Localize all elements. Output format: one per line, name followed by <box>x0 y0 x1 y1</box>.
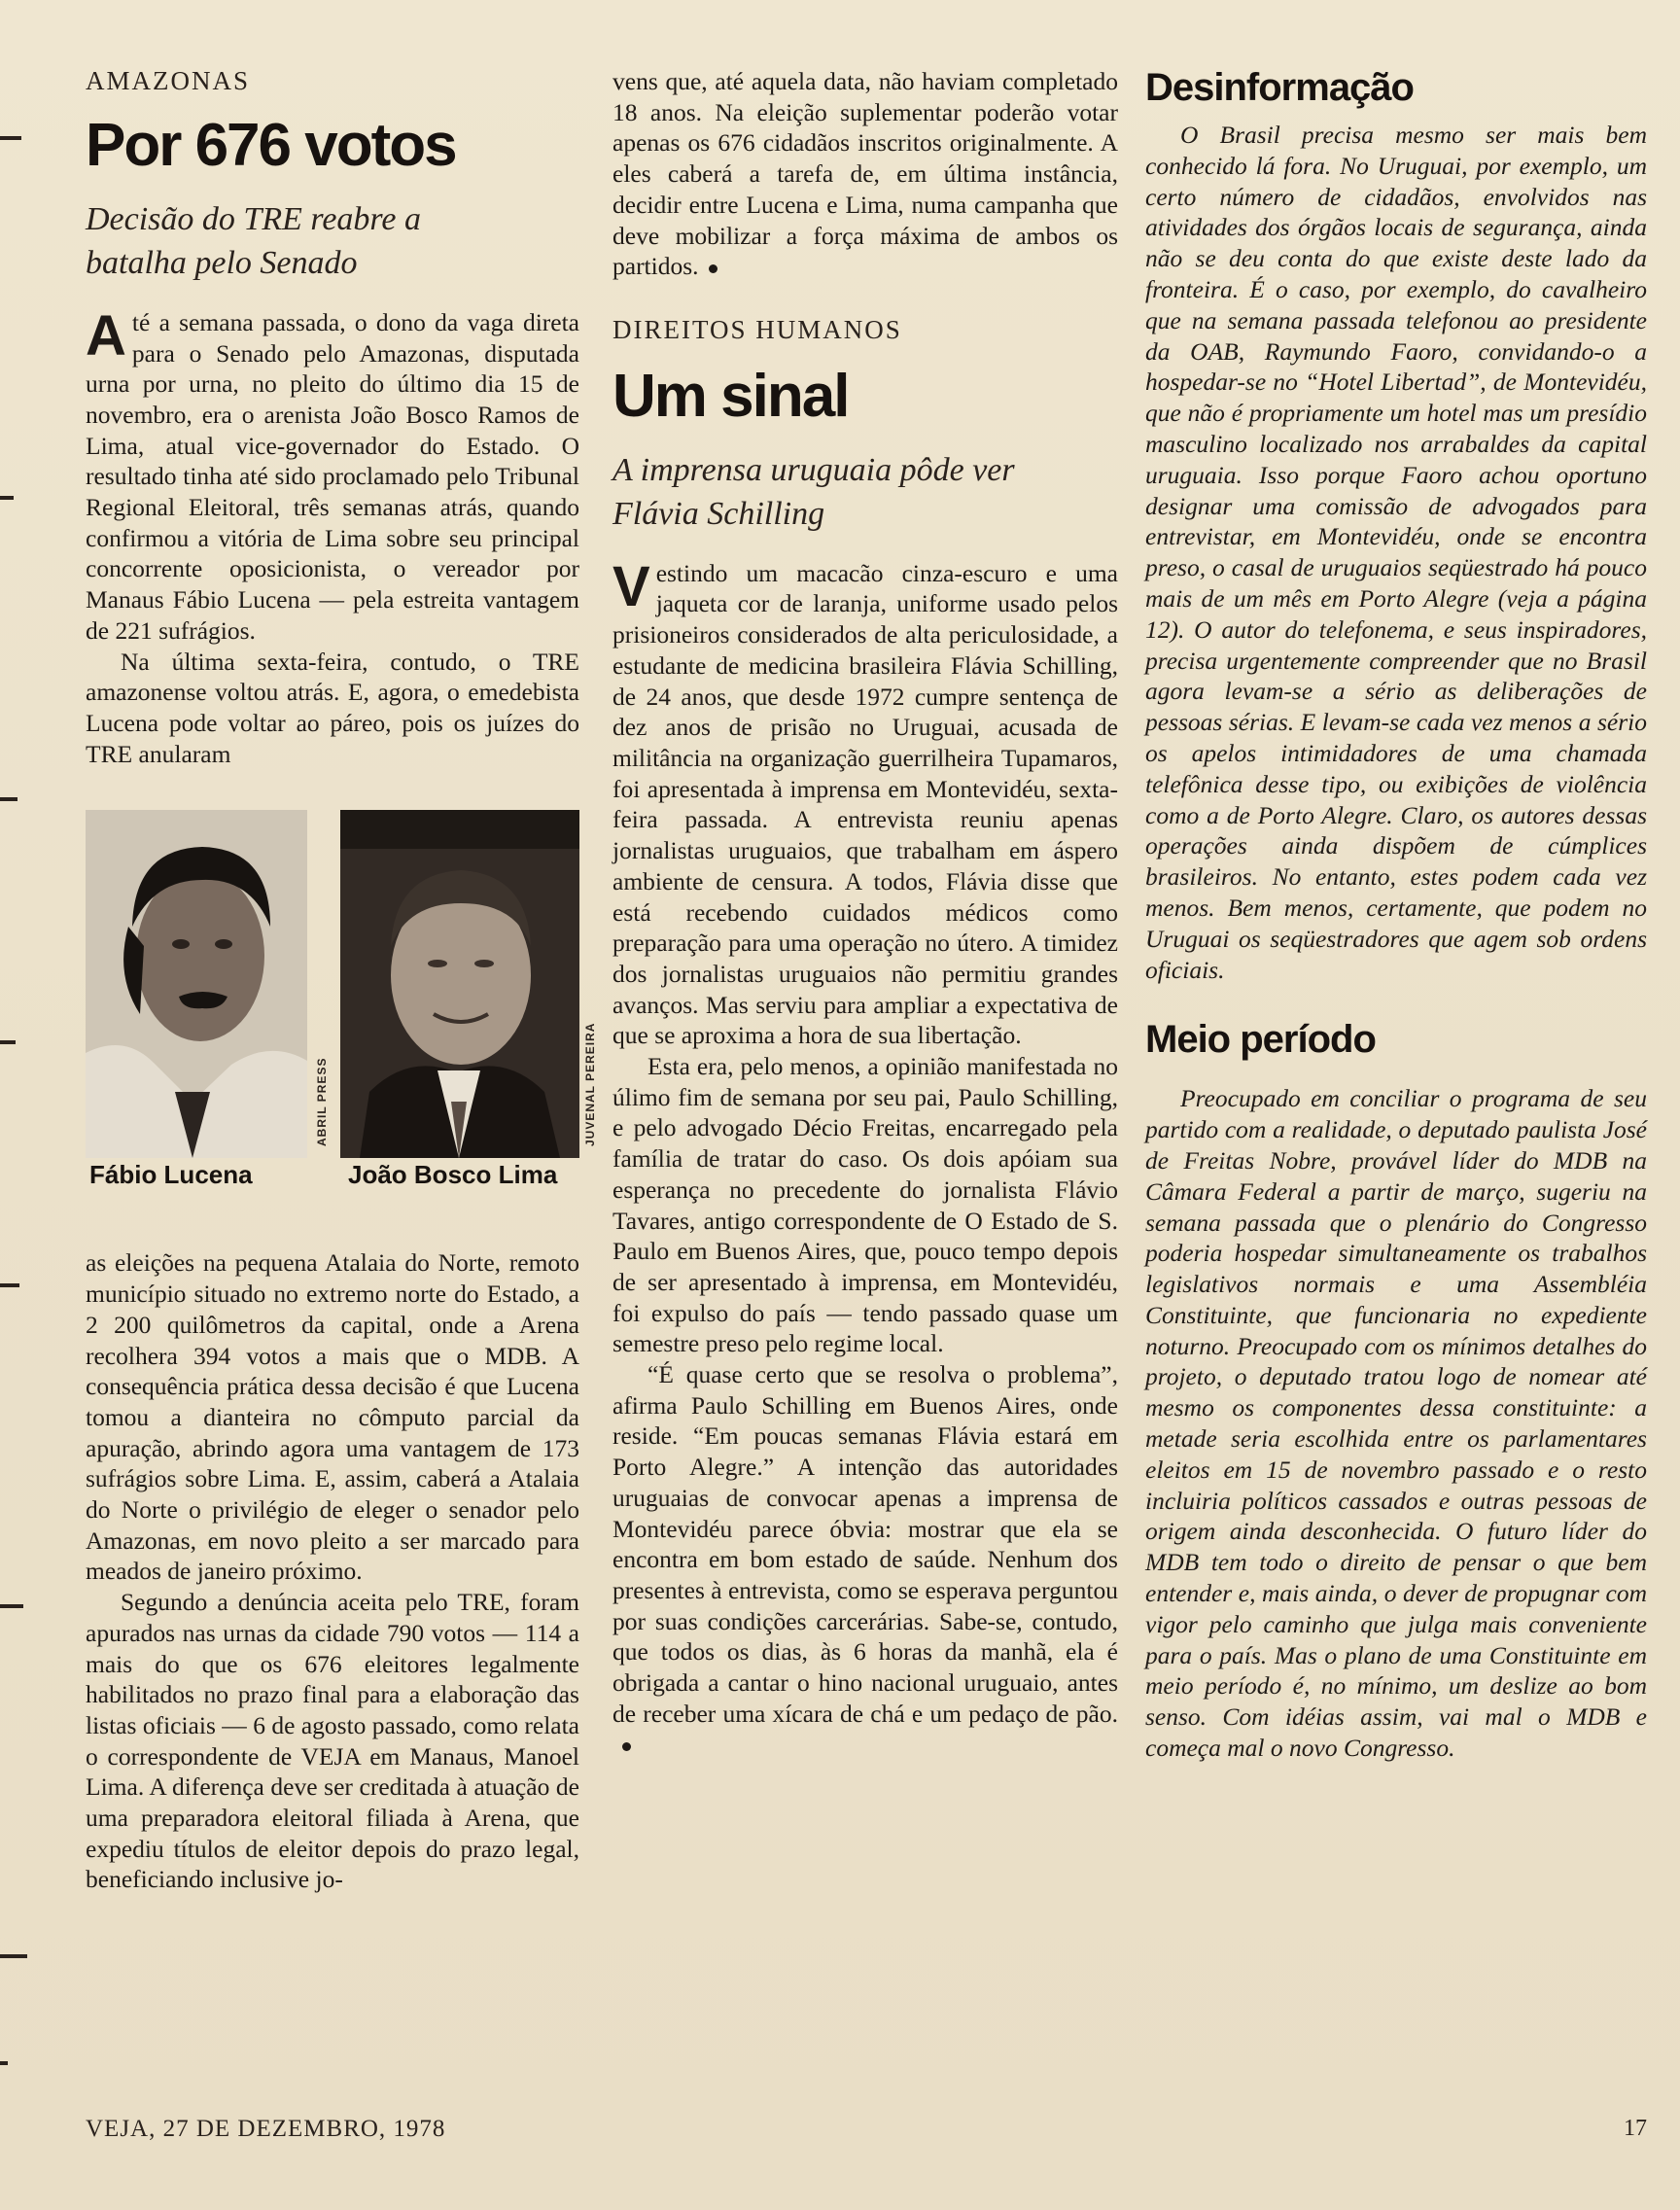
headline-por-676-votos: Por 676 votos <box>86 112 456 179</box>
photo-joao-bosco-lima <box>340 810 579 1158</box>
article1-paragraph-3: as eleições na pequena Atalaia do Norte, remoto município situado no extremo norte do Estado, a 2 200 quilômetros da capital, onde a Arena recolhera 394 votos a mais que o MDB. A consequência prática dessa decisão é que Lucena tomou a dianteira no cômputo parcial da apuração, abrindo agora uma vantagem de 173 sufrágios sobre Lima. E, assim, caberá a Atalaia do Norte o privilégio de eleger o senador pelo Amazonas, em novo pleito a ser marcado para meados de janeiro próximo. <box>86 1248 579 1586</box>
caption-fabio-lucena: Fábio Lucena <box>89 1160 253 1190</box>
caption-joao-bosco-lima: João Bosco Lima <box>348 1160 558 1190</box>
box1-body <box>1145 120 1647 985</box>
section-label-direitos-humanos: DIREITOS HUMANOS <box>612 314 902 344</box>
article1-continuation-text: vens que, até aquela data, não haviam completado 18 anos. Na eleição suplementar poderão votar apenas os 676 cidadãos inscritos originalmente. A eles caberá a tarefa de, em última instância, decidir entre Lucena e Lima, numa campanha que deve mobilizar a força máxima de ambos os partidos. <box>612 67 1118 281</box>
dropcap-v: V <box>612 554 650 618</box>
end-of-article-mark <box>709 264 718 273</box>
page-edge-marks <box>0 117 29 2100</box>
subhead-article1: Decisão do TRE reabre a batalha pelo Senado <box>86 201 421 281</box>
headline-um-sinal: Um sinal <box>612 362 849 430</box>
article1-paragraph-1 <box>86 303 579 647</box>
page-number: 17 <box>1624 2116 1647 2141</box>
box1-paragraph: O Brasil precisa mesmo ser mais bem conhecido lá fora. No Uruguai, por exemplo, um certo número de cidadãos, envolvidos nas atividades dos órgãos locais de segurança, ainda não se deu conta do que existe deste lado da fronteira. É o caso, por exemplo, do cavalheiro que na semana passada telefonou ao presidente da OAB, Raymundo Faoro, convidando-o a hospedar-se no “Hotel Libertad”, de Montevidéu, que não é propriamente um hotel mas um presídio masculino localizado nos arrabaldes da capital uruguaia. Isso porque Faoro achou oportuno designar uma comissão de advogados para entrevistar, em Montevidéu, onde se encontra preso, o casal de uruguaios seqüestrado há pouco mais de um mês em Porto Alegre (veja a página 12). O autor do telefonema, e seus inspiradores, precisa urgentemente compreender que no Brasil agora levam-se a sério as deliberações de pessoas sérias. E levam-se cada vez menos a sério os apelos intimidadores de uma chamada telefônica desse tipo, ou exibições de violência como a de Porto Alegre. Claro, os autores dessas operações ainda dispõem de cúmplices brasileiros. No entanto, estes podem cada vez menos. Bem menos, certamente, que podem no Uruguai os seqüestradores que agem sob ordens oficiais. <box>1145 121 1647 984</box>
box2-paragraph: Preocupado em conciliar o programa de seu partido com a realidade, o deputado paulista José de Freitas Nobre, provável líder do MDB na Câmara Federal a partir de março, sugeriu na semana passada que o plenário do Congresso poderia hospedar simultaneamente os trabalhos legislativos normais e uma Assembléia Constituinte, que funcionaria no expediente noturno. Preocupado com os mínimos detalhes do projeto, o deputado tratou logo de nomear até mesmo os componentes dessa constituinte: a metade seria escolhida entre os parlamentares eleitos em 15 de novembro passado e o resto incluiria políticos cassados e outras pessoas de origem ainda desconhecida. O futuro líder do MDB tem todo o direito de pensar o que bem entender e, mais ainda, o dever de propugnar com vigor pelo caminho que julga mais conveniente para o país. Mas o plano de uma Constituinte em meio período é, no mínimo, um deslize ao bom senso. Com idéias assim, vai mal o MDB e começa mal o novo Congresso. <box>1145 1084 1647 1763</box>
article1-body-top <box>86 303 579 770</box>
box2-body <box>1145 1083 1647 1764</box>
article1-continuation <box>612 66 1118 282</box>
article1-paragraph-1-text: té a semana passada, o dono da vaga direta para o Senado pelo Amazonas, disputada urna por urna, no pleito do último dia 15 de novembro, era o arenista João Bosco Ramos de Lima, atual vice-governador do Estado. O resultado tinha até sido proclamado pelo Tribunal Regional Eleitoral, três semanas atrás, quando confirmou a vitória de Lima sobre seu principal concorrente oposicionista, o vereador por Manaus Fábio Lucena — pela estreita vantagem de 221 sufrágios. <box>86 307 579 645</box>
column-1 <box>86 66 597 1895</box>
dropcap-a: A <box>86 303 126 368</box>
article2-paragraph-2: Esta era, pelo menos, a opinião manifestada no úlimo fim de semana por seu pai, Paulo Schilling, e pelo advogado Décio Freitas, encarregado pela família de tratar do caso. Os dois apóiam sua esperança no precedente do jornalista Flávio Tavares, antigo correspondente de O Estado de S. Paulo em Buenos Aires, que, pouco tempo depois de ser apresentado à imprensa, em Montevidéu, foi expulso do país — tendo passado quase um semestre preso pelo regime local. <box>612 1052 1118 1358</box>
box-title-desinformacao: Desinformação <box>1145 66 1414 109</box>
photo-credit-1: ABRIL PRESS <box>315 1057 329 1147</box>
box-title-meio-periodo: Meio período <box>1145 1018 1376 1062</box>
footer-issue-date: VEJA, 27 DE DEZEMBRO, 1978 <box>86 2116 446 2142</box>
photo-block <box>86 810 597 1238</box>
article2-paragraph-1-text: estindo um macacão cinza-escuro e uma jaqueta cor de laranja, uniforme usado pelos prisioneiros considerados de alta periculosidade, a estudante de medicina brasileira Flávia Schilling, de 24 anos, que desde 1972 cumpre sentença de dez anos de prisão no Uruguai, acusada de militância na organização guerrilheira Tupamaros, foi apresentada à imprensa em Montevidéu, sexta-feira passada. A entrevista reuniu apenas jornalistas uruguaios, que trabalham em áspero ambiente de censura. A todos, Flávia disse que está recebendo cuidados médicos como preparação para uma operação no útero. A timidez dos jornalistas uruguaios não permitiu grandes avanços. Mas serviu para ampliar a expectativa de que se aproxima a hora de sua libertação. <box>612 558 1118 1050</box>
section-label-amazonas: AMAZONAS <box>86 66 251 95</box>
article2-paragraph-3: “É quase certo que se resolva o problema”, afirma Paulo Schilling em Buenos Aires, onde reside. “Em poucas semanas Flávia estará em Porto Alegre.” A intenção das autoridades uruguaias de convocar apenas a imprensa de Montevidéu parece óbvia: mostrar que ela se encontra em bom estado de saúde. Nenhum dos presentes à entrevista, como se esperava perguntou por suas condições carcerárias. Sabe-se, contudo, que todos os dias, às 6 horas da manhã, ela é obrigada a cantar o hino nacional uruguaio, antes de receber uma xícara de chá e um pedaço de pão. <box>612 1360 1118 1728</box>
column-2 <box>612 66 1118 1760</box>
subhead-article2: A imprensa uruguaia pôde ver Flávia Schilling <box>612 452 1015 532</box>
article1-paragraph-2: Na última sexta-feira, contudo, o TRE amazonense voltou atrás. E, agora, o emedebista Lucena pode voltar ao páreo, pois os juízes do TRE anularam <box>86 647 579 768</box>
end-of-article-mark <box>622 1742 631 1751</box>
column-3 <box>1145 66 1647 1764</box>
article2-body <box>612 554 1118 1760</box>
photo-credit-2: JUVENAL PEREIRA <box>583 1022 597 1147</box>
article2-paragraph-1 <box>612 554 1118 1051</box>
photo-fabio-lucena <box>86 810 307 1158</box>
article1-paragraph-4: Segundo a denúncia aceita pelo TRE, foram apurados nas urnas da cidade 790 votos — 114 a mais do que os 676 eleitores legalmente habilitados no prazo final para a elaboração das listas oficiais — 6 de agosto passado, como relata o correspondente de VEJA em Manaus, Manoel Lima. A diferença deve ser creditada à atuação de uma preparadora eleitoral filiada à Arena, que expediu títulos de eleitor depois do prazo legal, beneficiando inclusive jo- <box>86 1588 579 1894</box>
article1-body-bottom <box>86 1247 579 1895</box>
